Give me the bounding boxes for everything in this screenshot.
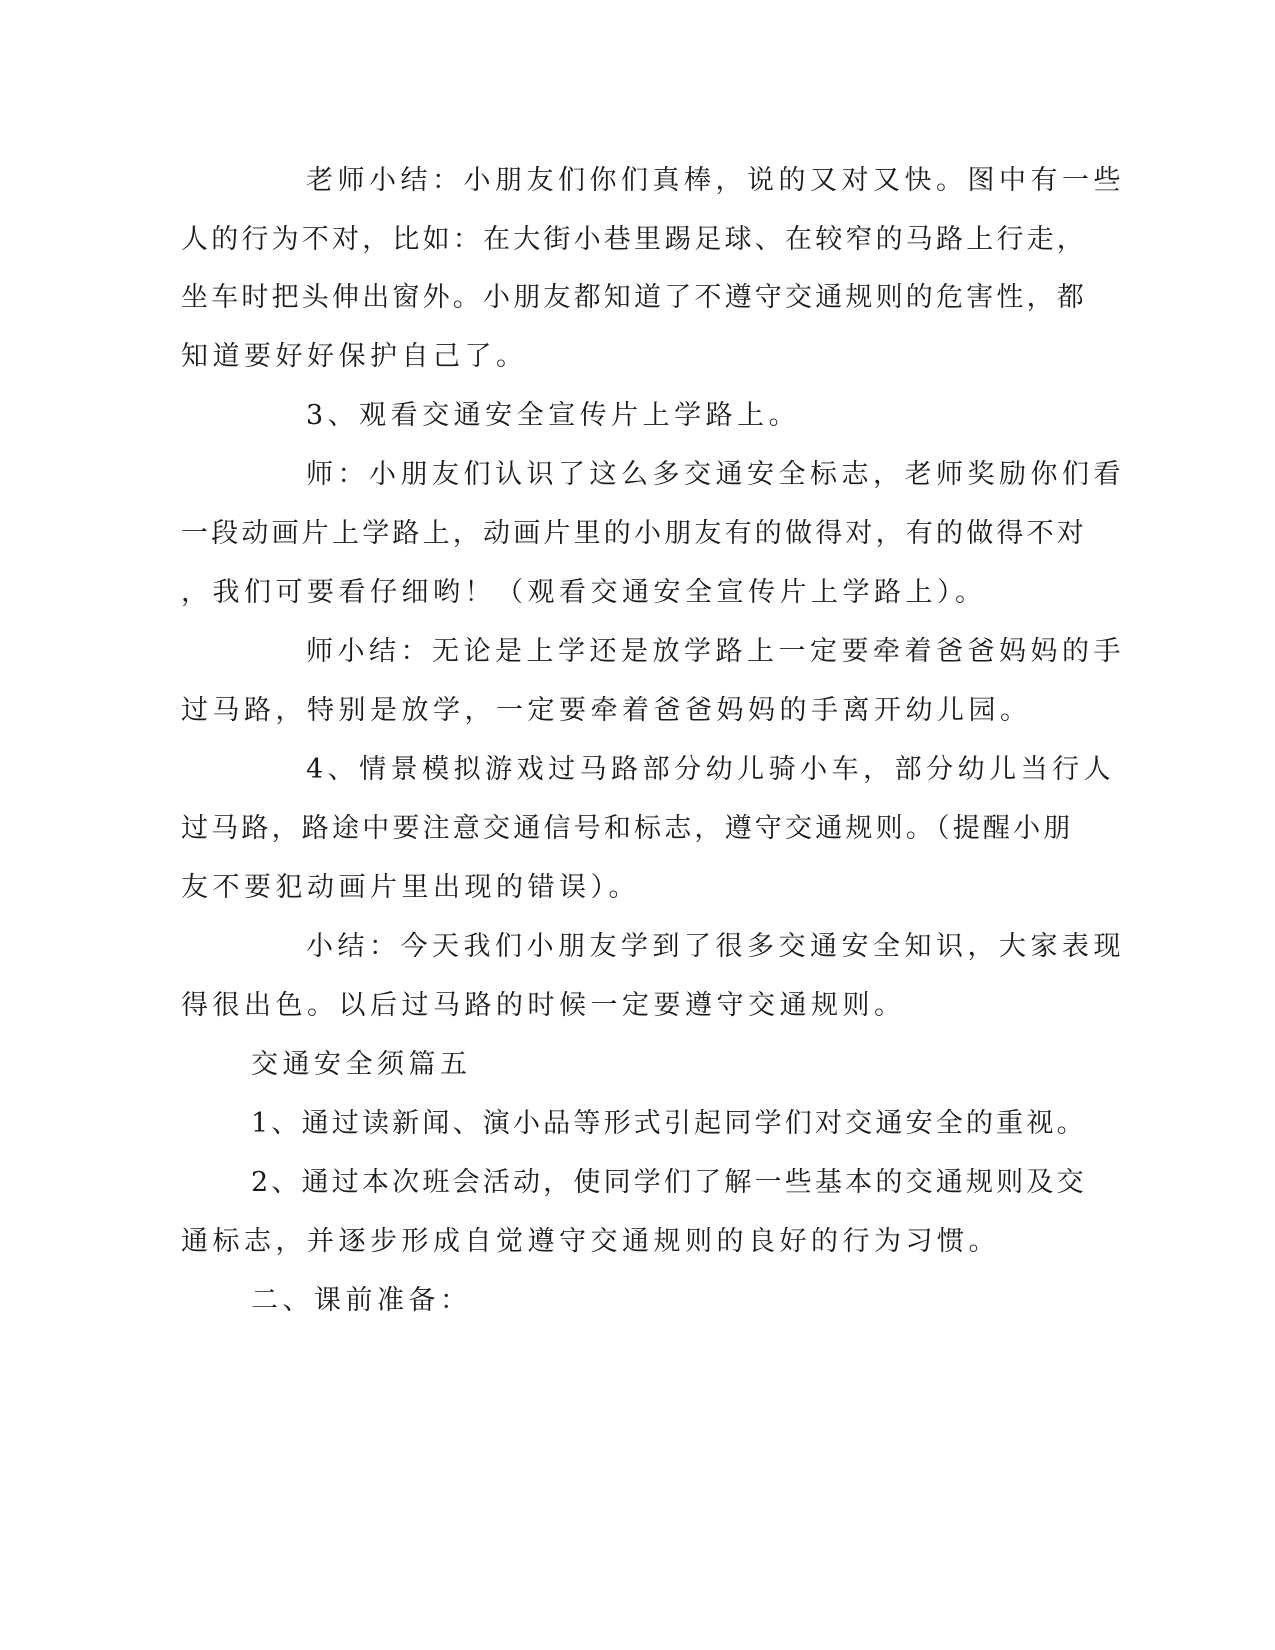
text-line-14: 小结：今天我们小朋友学到了很多交通安全知识，大家表现	[306, 931, 1125, 962]
text-line-5: 3、观看交通安全宣传片上学路上。	[306, 400, 801, 431]
text-line-10: 过马路，特别是放学，一定要牵着爸爸妈妈的手离开幼儿园。	[181, 695, 1032, 726]
text-line-6: 师：小朋友们认识了这么多交通安全标志，老师奖励你们看	[306, 459, 1125, 490]
text-line-7: 一段动画片上学路上，动画片里的小朋友有的做得对，有的做得不对	[181, 518, 1087, 549]
section-heading: 交通安全须篇五	[251, 1049, 472, 1080]
text-line-8: ，我们可要看仔细哟！（观看交通安全宣传片上学路上）。	[181, 577, 987, 608]
text-line-13: 友不要犯动画片里出现的错误）。	[181, 872, 640, 903]
text-line-12: 过马路，路途中要注意交通信号和标志，遵守交通规则。（提醒小朋	[181, 813, 1074, 844]
text-line-3: 坐车时把头伸出窗外。小朋友都知道了不遵守交通规则的危害性，都	[181, 282, 1087, 313]
text-line-20: 二、课前准备：	[251, 1285, 472, 1316]
text-line-11: 4、情景模拟游戏过马路部分幼儿骑小车，部分幼儿当行人	[306, 754, 1116, 785]
text-line-1: 老师小结：小朋友们你们真棒，说的又对又快。图中有一些	[306, 165, 1125, 196]
text-line-2: 人的行为不对，比如：在大街小巷里踢足球、在较窄的马路上行走，	[181, 224, 1087, 255]
text-line-17: 1、通过读新闻、演小品等形式引起同学们对交通安全的重视。	[251, 1108, 1087, 1139]
text-line-15: 得很出色。以后过马路的时候一定要遵守交通规则。	[181, 990, 906, 1021]
text-line-4: 知道要好好保护自己了。	[181, 341, 528, 372]
text-line-9: 师小结：无论是上学还是放学路上一定要牵着爸爸妈妈的手	[306, 636, 1125, 667]
text-line-18: 2、通过本次班会活动，使同学们了解一些基本的交通规则及交	[251, 1167, 1087, 1198]
text-line-19: 通标志，并逐步形成自觉遵守交通规则的良好的行为习惯。	[181, 1226, 1000, 1257]
